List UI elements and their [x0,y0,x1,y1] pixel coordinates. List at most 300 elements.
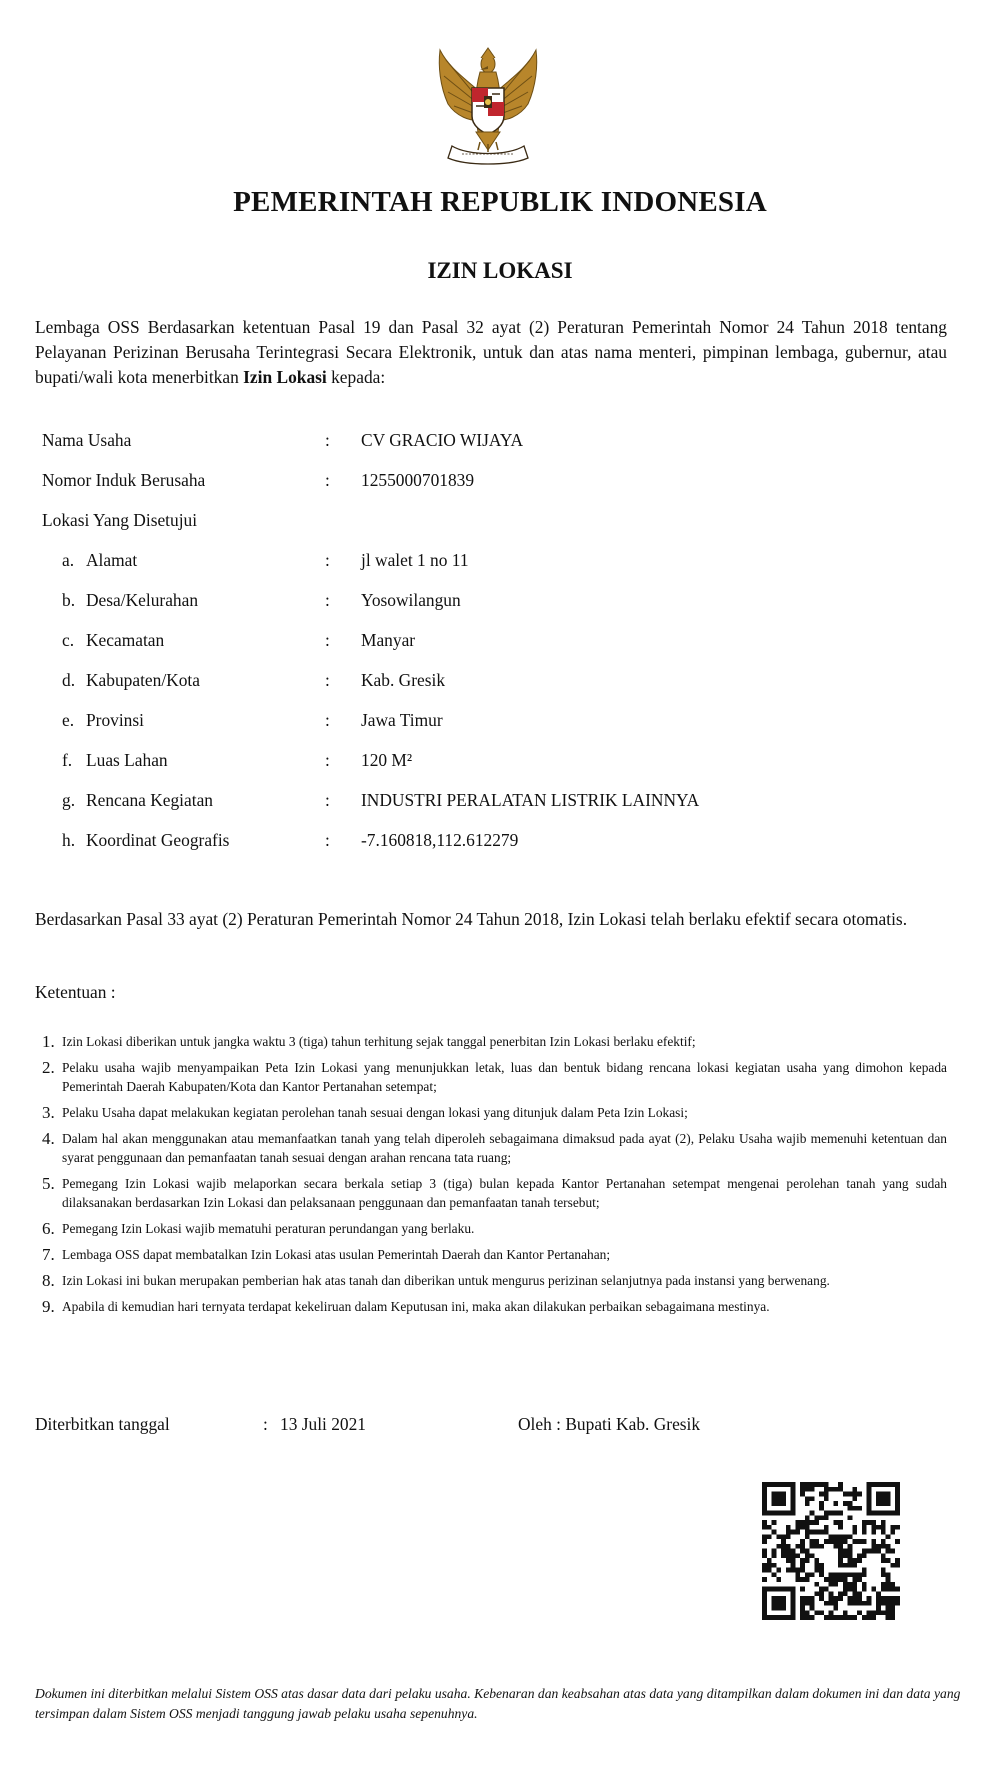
qr-module [848,1615,853,1620]
item-marker: d. [62,670,76,690]
qr-module [886,1615,891,1620]
qr-module [857,1506,862,1511]
qr-module [895,1511,900,1516]
qr-module [829,1534,834,1539]
qr-module [890,1563,895,1568]
qr-module [819,1515,824,1520]
qr-module [824,1487,829,1492]
qr-module [762,1539,767,1544]
qr-module [805,1553,810,1558]
qr-module [843,1553,848,1558]
field-label [62,748,168,772]
qr-module [829,1511,834,1516]
qr-module [895,1539,900,1544]
item-label: Kabupaten/Kota [86,670,200,690]
qr-module [833,1606,838,1611]
qr-module [800,1587,805,1592]
qr-module [833,1487,838,1492]
qr-module [762,1587,767,1592]
qr-module [867,1496,872,1501]
government-title: PEMERINTAH REPUBLIK INDONESIA [233,186,767,218]
qr-module [805,1525,810,1530]
qr-module [843,1534,848,1539]
qr-module [814,1544,819,1549]
qr-module [838,1596,843,1601]
qr-module [838,1487,843,1492]
qr-module [886,1577,891,1582]
qr-module [791,1492,796,1497]
issued-date-separator: : [263,1414,268,1434]
qr-module [824,1492,829,1497]
qr-module [881,1501,886,1506]
qr-module [824,1515,829,1520]
qr-module [867,1615,872,1620]
qr-module [791,1606,796,1611]
qr-module [838,1544,843,1549]
qr-module [805,1534,810,1539]
qr-module [848,1596,853,1601]
qr-module [833,1534,838,1539]
qr-module [776,1501,781,1506]
qr-module [881,1568,886,1573]
qr-module [824,1615,829,1620]
qr-module [800,1549,805,1554]
qr-module [833,1501,838,1506]
qr-module [791,1596,796,1601]
qr-module [800,1610,805,1615]
qr-module [819,1482,824,1487]
qr-module [833,1511,838,1516]
qr-module [786,1525,791,1530]
list-number: 9. [42,1297,55,1316]
qr-module [843,1563,848,1568]
qr-module [881,1511,886,1516]
qr-module [867,1610,872,1615]
qr-module [886,1501,891,1506]
list-item [35,1032,947,1051]
field-separator: : [325,750,330,770]
qr-module [886,1606,891,1611]
qr-module [886,1587,891,1592]
qr-module [781,1601,786,1606]
qr-module [786,1549,791,1554]
qr-module [848,1558,853,1563]
qr-module [857,1596,862,1601]
qr-module [852,1577,857,1582]
field-label [62,708,144,732]
qr-module [791,1615,796,1620]
qr-module [886,1582,891,1587]
qr-module [852,1487,857,1492]
list-text: Pemegang Izin Lokasi wajib melaporkan secara berkala setiap 3 (tiga) bulan kepada Kantor Pertanahan setempat mengenai perolehan tanah yang sudah dilaksanakan berdasarkan Izin Lokasi dan pelaksanaan penggunaan dan pemanfaatan tanah tersebut; [62,1176,947,1210]
qr-module [876,1482,881,1487]
qr-module [852,1506,857,1511]
qr-module [786,1482,791,1487]
qr-module [814,1530,819,1535]
qr-module [848,1534,853,1539]
qr-module [776,1544,781,1549]
qr-module [786,1553,791,1558]
field-kabupaten [0,668,1000,692]
qr-module [786,1615,791,1620]
qr-module [867,1506,872,1511]
qr-module [819,1610,824,1615]
field-separator: : [325,470,330,490]
qr-module [886,1482,891,1487]
qr-module [862,1601,867,1606]
qr-module [772,1572,777,1577]
qr-module [762,1534,767,1539]
qr-module [810,1553,815,1558]
item-marker: g. [62,790,76,810]
qr-module [772,1530,777,1535]
effective-statement: Berdasarkan Pasal 33 ayat (2) Peraturan Pemerintah Nomor 24 Tahun 2018, Izin Lokasi telah berlaku efektif secara otomatis. [35,909,908,929]
field-value: Kab. Gresik [361,670,446,690]
qr-module [838,1525,843,1530]
item-label: Provinsi [86,710,144,730]
qr-module [843,1549,848,1554]
qr-module [762,1568,767,1573]
qr-module [890,1596,895,1601]
qr-module [781,1539,786,1544]
qr-module [786,1587,791,1592]
qr-module [791,1563,796,1568]
qr-module [867,1601,872,1606]
list-text: Pelaku Usaha dapat melakukan kegiatan perolehan tanah sesuai dengan lokasi yang ditunjuk dalam Peta Izin Lokasi; [62,1105,688,1120]
field-alamat [0,548,1000,572]
qr-module [876,1511,881,1516]
qr-module [805,1501,810,1506]
qr-module [867,1596,872,1601]
qr-module [876,1601,881,1606]
qr-module [848,1601,853,1606]
item-label: Rencana Kegiatan [86,790,213,810]
field-value: jl walet 1 no 11 [361,550,469,570]
qr-module [838,1534,843,1539]
qr-module [895,1601,900,1606]
qr-module [848,1563,853,1568]
qr-module [791,1511,796,1516]
qr-module [895,1587,900,1592]
qr-module [876,1610,881,1615]
qr-module [795,1530,800,1535]
qr-module [829,1572,834,1577]
qr-module [805,1482,810,1487]
issuer: Oleh : Bupati Kab. Gresik [518,1414,701,1434]
qr-module [890,1549,895,1554]
qr-module [871,1511,876,1516]
qr-module [890,1482,895,1487]
qr-module [852,1587,857,1592]
list-number: 3. [42,1103,55,1122]
qr-module [881,1492,886,1497]
intro-text-end: kepada: [326,367,386,387]
qr-module [814,1539,819,1544]
field-separator: : [325,550,330,570]
list-text: Pelaku usaha wajib menyampaikan Peta Izin Lokasi yang menunjukkan letak, luas dan bentuk bidang rencana lokasi kegiatan usaha yang dimohon kepada Pemerintah Daerah Kabupaten/Kota dan Kantor Pertanahan setempat; [62,1060,947,1094]
field-nama-usaha [0,428,1000,452]
qr-module [871,1520,876,1525]
qr-module [886,1534,891,1539]
item-label: Alamat [86,550,138,570]
qr-module [857,1572,862,1577]
qr-module [881,1587,886,1592]
qr-module [819,1501,824,1506]
qr-module [890,1610,895,1615]
qr-module [852,1572,857,1577]
qr-module [895,1482,900,1487]
qr-module [786,1568,791,1573]
field-luas-lahan [0,748,1000,772]
qr-module [876,1492,881,1497]
qr-module [791,1487,796,1492]
qr-module [800,1539,805,1544]
qr-module [843,1501,848,1506]
qr-module [772,1501,777,1506]
qr-module [857,1539,862,1544]
qr-module [862,1530,867,1535]
qr-module [852,1563,857,1568]
qr-module [800,1563,805,1568]
qr-module [838,1539,843,1544]
list-text: Izin Lokasi ini bukan merupakan pemberian hak atas tanah dan diberikan untuk mengurus perizinan selanjutnya pada instansi yang berwenang. [62,1273,830,1288]
qr-module [838,1615,843,1620]
qr-module [895,1496,900,1501]
qr-module [810,1596,815,1601]
qr-module [857,1553,862,1558]
qr-module [772,1553,777,1558]
qr-module [762,1487,767,1492]
qr-module [772,1587,777,1592]
qr-module [852,1492,857,1497]
qr-module [767,1534,772,1539]
qr-module [881,1558,886,1563]
qr-module [819,1572,824,1577]
qr-module [800,1520,805,1525]
qr-module [890,1511,895,1516]
issued-date-value: 13 Juli 2021 [280,1414,366,1434]
qr-module [762,1520,767,1525]
list-number: 2. [42,1058,55,1077]
item-marker: f. [62,750,73,770]
list-text: Pemegang Izin Lokasi wajib mematuhi peraturan perundangan yang berlaku. [62,1221,475,1236]
qr-module [805,1577,810,1582]
qr-module [848,1544,853,1549]
qr-module [776,1492,781,1497]
qr-module [814,1568,819,1573]
qr-module [805,1610,810,1615]
list-item [35,1129,947,1167]
field-label [62,668,200,692]
qr-module [795,1568,800,1573]
footer-disclaimer: Dokumen ini diterbitkan melalui Sistem OSS atas dasar data dari pelaku usaha. Kebenaran dan keabsahan atas data yang ditampilkan dalam dokumen ini dan data yang tersimpan dalam Sistem OSS menjadi tanggung jawab pelaku usaha sepenuhnya. [35,1686,961,1721]
list-item [35,1103,947,1122]
field-label: Nama Usaha [42,430,132,450]
ketentuan-list [35,1032,947,1323]
lokasi-heading-label: Lokasi Yang Disetujui [42,510,198,530]
qr-module [881,1601,886,1606]
qr-module [838,1572,843,1577]
qr-module [781,1587,786,1592]
qr-module [886,1610,891,1615]
qr-module [881,1596,886,1601]
field-value: -7.160818,112.612279 [361,830,519,850]
qr-module [871,1530,876,1535]
qr-module [772,1563,777,1568]
qr-module [814,1558,819,1563]
qr-module [776,1601,781,1606]
qr-module [852,1615,857,1620]
qr-module [810,1511,815,1516]
qr-module [795,1520,800,1525]
qr-module [762,1601,767,1606]
qr-module [791,1553,796,1558]
qr-module [833,1577,838,1582]
qr-module [786,1511,791,1516]
qr-module [833,1544,838,1549]
qr-module [852,1539,857,1544]
qr-module [862,1582,867,1587]
qr-module [762,1553,767,1558]
qr-module [805,1558,810,1563]
qr-module [791,1610,796,1615]
qr-module [781,1553,786,1558]
qr-module [762,1606,767,1611]
qr-module [786,1544,791,1549]
qr-module [886,1511,891,1516]
field-separator: : [325,710,330,730]
field-value: CV GRACIO WIJAYA [361,430,524,450]
qr-module [862,1568,867,1573]
qr-module [810,1496,815,1501]
qr-module [805,1515,810,1520]
list-number: 4. [42,1129,55,1148]
list-text: Izin Lokasi diberikan untuk jangka waktu 3 (tiga) tahun terhitung sejak tanggal penerbitan Izin Lokasi berlaku efektif; [62,1034,696,1049]
qr-module [772,1601,777,1606]
qr-module [843,1577,848,1582]
qr-module [881,1525,886,1530]
qr-module [862,1525,867,1530]
qr-module [819,1544,824,1549]
qr-module [810,1539,815,1544]
qr-module [848,1587,853,1592]
qr-module [805,1496,810,1501]
qr-module [772,1496,777,1501]
qr-module [781,1534,786,1539]
qr-module [833,1601,838,1606]
qr-module [838,1563,843,1568]
qr-module [857,1558,862,1563]
qr-module [791,1601,796,1606]
qr-module [800,1525,805,1530]
qr-module [824,1577,829,1582]
qr-module [772,1606,777,1611]
list-text: Dalam hal akan menggunakan atau memanfaatkan tanah yang telah diperoleh sebagaimana dimaksud pada ayat (2), Pelaku Usaha wajib memenuhi ketentuan dan syarat penggunaan dan pemanfaatan tanah sesuai dengan arahan rencana tata ruang; [62,1131,947,1165]
qr-module [767,1482,772,1487]
field-label [62,828,229,852]
qr-module [829,1601,834,1606]
list-number: 8. [42,1271,55,1290]
qr-module [776,1615,781,1620]
qr-module [843,1572,848,1577]
garuda-emblem-icon [432,46,544,170]
qr-module [895,1558,900,1563]
qr-module [772,1511,777,1516]
item-label: Desa/Kelurahan [86,590,199,610]
qr-module [843,1615,848,1620]
qr-module [824,1530,829,1535]
qr-module [791,1568,796,1573]
qr-module [890,1587,895,1592]
qr-module [871,1482,876,1487]
qr-module [776,1534,781,1539]
qr-module [843,1582,848,1587]
qr-module [881,1572,886,1577]
field-value: 120 M² [361,750,413,770]
qr-module [829,1577,834,1582]
ketentuan-heading: Ketentuan : [35,982,116,1002]
qr-module [886,1596,891,1601]
qr-module [791,1482,796,1487]
qr-module [838,1549,843,1554]
qr-module [848,1582,853,1587]
qr-module [810,1520,815,1525]
qr-module [867,1549,872,1554]
qr-module [767,1568,772,1573]
qr-module [805,1572,810,1577]
qr-module [791,1558,796,1563]
qr-module [862,1572,867,1577]
qr-module [886,1601,891,1606]
qr-module [843,1591,848,1596]
qr-module [838,1553,843,1558]
qr-module [852,1582,857,1587]
qr-module [829,1591,834,1596]
qr-module [800,1544,805,1549]
qr-module [805,1530,810,1535]
qr-module [762,1501,767,1506]
item-label: Kecamatan [86,630,165,650]
qr-module [762,1496,767,1501]
qr-module [762,1511,767,1516]
qr-module [848,1553,853,1558]
qr-module [867,1482,872,1487]
list-item [35,1245,947,1264]
qr-module [791,1506,796,1511]
intro-bold-permit: Izin Lokasi [243,367,327,387]
qr-module [786,1530,791,1535]
qr-module [781,1496,786,1501]
qr-module [890,1606,895,1611]
qr-module [814,1610,819,1615]
qr-module [867,1501,872,1506]
qr-module [886,1549,891,1554]
qr-module [776,1596,781,1601]
qr-module [857,1577,862,1582]
qr-module [819,1563,824,1568]
qr-module [857,1601,862,1606]
qr-module [781,1596,786,1601]
qr-module [871,1525,876,1530]
qr-module [838,1558,843,1563]
qr-module [800,1487,805,1492]
qr-module [843,1539,848,1544]
qr-module [895,1492,900,1497]
qr-module [895,1563,900,1568]
field-value: INDUSTRI PERALATAN LISTRIK LAINNYA [361,790,700,810]
qr-module [890,1601,895,1606]
qr-module [871,1615,876,1620]
